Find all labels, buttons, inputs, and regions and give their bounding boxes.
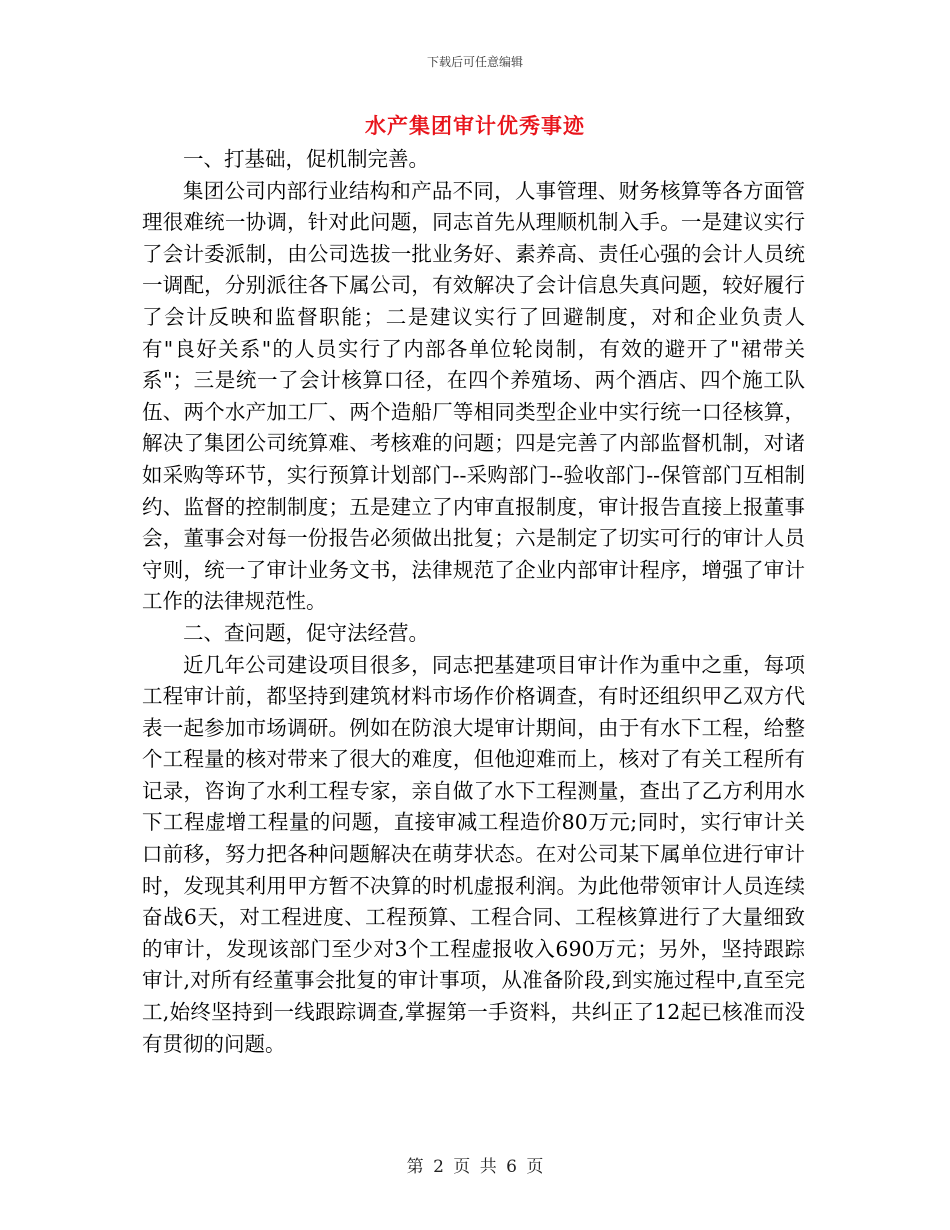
section-heading-2: 二、查问题，促守法经营。 [183,620,429,645]
header-note: 下载后可任意编辑 [426,55,523,69]
page-footer: 第 2 页 共 6 页 [406,1157,544,1177]
section-heading-1: 一、打基础，促机制完善。 [183,147,429,171]
paragraph-2: 近几年公司建设项目很多，同志把基建项目审计作为重中之重，每项工程审计前，都坚持到建筑材料市场作价格调查，有时还组织甲乙双方代表一起参加市场调研。例如在防浪大堤审计期间，由于有水下工程，给整个工程量的核对带来了很大的难度，但他迎难而上，核对了有关工程所有记录，咨询了水利工程专家，亲自做了水下工程测量，查出了乙方利用水下工程虚增工程量的问题，直接审减工程造价80万元;同时，实行审计关口前移，努力把各种问题解决在萌芽状态。在对公司某下属单位进行审计时，发现其利用甲方暂不决算的时机虚报利润。为此他带领审计人员连续奋战6天，对工程进度、工程预算、工程合同、工程核算进行了大量细致的审计，发现该部门至少对3个工程虚报收入690万元；另外，坚持跟踪审计,对所有经董事会批复的审计事项，从准备阶段,到实施过程中,直至完工,始终坚持到一线跟踪调查,掌握第一手资料，共纠正了12起已核准而没有贯彻的问题。 [142,652,805,1056]
document-title: 水产集团审计优秀事迹 [365,113,585,138]
paragraph-1: 集团公司内部行业结构和产品不同，人事管理、财务核算等各方面管理很难统一协调，针对此问题，同志首先从理顺机制入手。一是建议实行了会计委派制，由公司选拔一批业务好、素养高、责任心强的会计人员统一调配，分别派往各下属公司，有效解决了会计信息失真问题，较好履行了会计反映和监督职能；二是建议实行了回避制度，对和企业负责人有"良好关系"的人员实行了内部各单位轮岗制，有效的避开了"裙带关系"；三是统一了会计核算口径，在四个养殖场、两个酒店、四个施工队伍、两个水产加工厂、两个造船厂等相同类型企业中实行统一口径核算，解决了集团公司统算难、考核难的问题；四是完善了内部监督机制，对诸如采购等环节，实行预算计划部门--采购部门--验收部门--保管部门互相制约、监督的控制制度；五是建立了内审直报制度，审计报告直接上报董事会，董事会对每一份报告必须做出批复；六是制定了切实可行的审计人员守则，统一了审计业务文书，法律规范了企业内部审计程序，增强了审计工作的法律规范性。 [142,178,805,614]
document-body [142,144,805,1060]
